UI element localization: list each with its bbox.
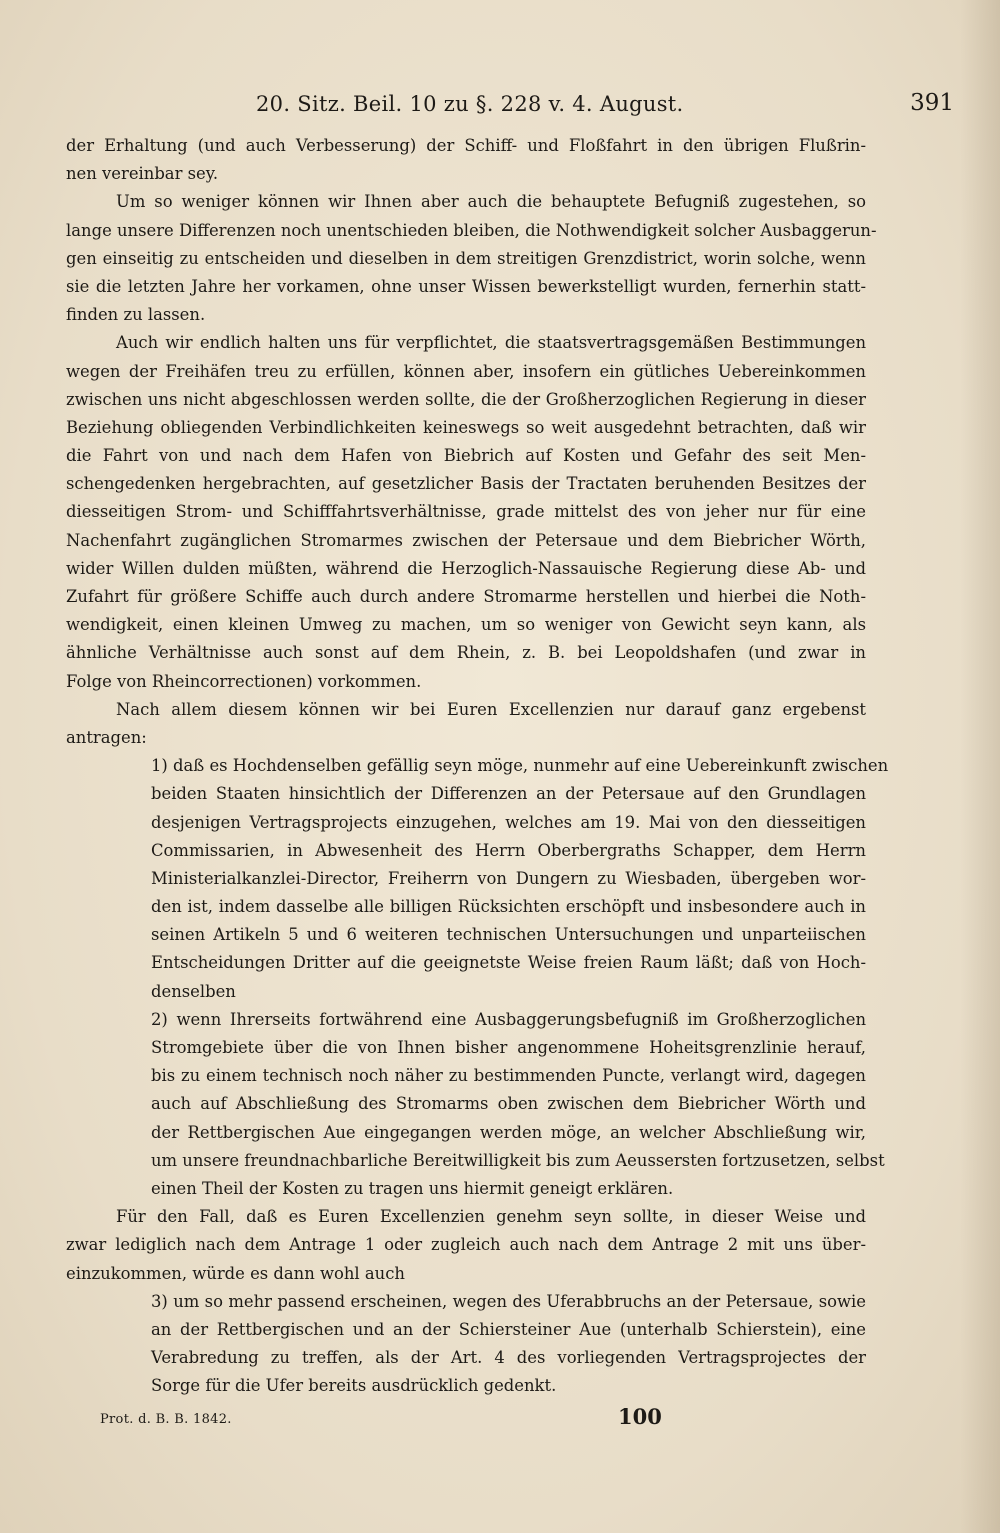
list-item bbox=[66, 1288, 866, 1401]
text-line: Nach allem diesem können wir bei Euren Excellenzien nur darauf ganz ergebenst bbox=[116, 699, 866, 719]
text-line: um unsere freundnachbarliche Bereitwilligkeit bis zum Aeussersten fortzusetzen, selbst bbox=[151, 1150, 885, 1170]
text-line: Um so weniger können wir Ihnen aber auch die behauptete Befugniß zugestehen, so bbox=[116, 192, 866, 212]
text-line: diesseitigen Strom- und Schifffahrtsverhältnisse, grade mittelst des von jeher nur für eine bbox=[66, 502, 866, 522]
text-line: schengedenken hergebrachten, auf gesetzlicher Basis der Tractaten beruhenden Besitzes der bbox=[66, 474, 866, 494]
text-line: einen Theil der Kosten zu tragen uns hiermit geneigt erklären. bbox=[151, 1178, 674, 1198]
text-line: 1) daß es Hochdenselben gefällig seyn möge, nunmehr auf eine Uebereinkunft zwischen bbox=[151, 756, 889, 776]
page-edge-shadow bbox=[960, 0, 1000, 1533]
text-line: Auch wir endlich halten uns für verpflichtet, die staatsvertragsgemäßen Bestimmungen bbox=[116, 333, 866, 353]
text-line: die Fahrt von und nach dem Hafen von Biebrich auf Kosten und Gefahr des seit Men- bbox=[66, 446, 866, 466]
list-item bbox=[66, 1006, 885, 1203]
text-line: der Erhaltung (und auch Verbesserung) der Schiff- und Floßfahrt in den übrigen Flußrin- bbox=[66, 136, 866, 155]
text-line: Folge von Rheincorrectionen) vorkommen. bbox=[66, 671, 422, 691]
text-line: an der Rettbergischen und an der Schiersteiner Aue (unterhalb Schierstein), eine bbox=[151, 1319, 866, 1339]
text-line: 3) um so mehr passend erscheinen, wegen des Uferabbruchs an der Petersaue, sowie bbox=[151, 1291, 866, 1311]
text-line: Entscheidungen Dritter auf die geeignetste Weise freien Raum läßt; daß von Hoch- bbox=[151, 953, 866, 973]
text-line: wegen der Freihäfen treu zu erfüllen, können aber, insofern ein gütliches Uebereinkommen bbox=[66, 361, 866, 381]
page-number: 391 bbox=[910, 90, 954, 116]
text-line: finden zu lassen. bbox=[66, 305, 206, 325]
text-line: bis zu einem technisch noch näher zu bestimmenden Puncte, verlangt wird, dagegen bbox=[151, 1066, 866, 1086]
page-footer bbox=[100, 1404, 864, 1434]
body-text bbox=[66, 132, 889, 1400]
text-line: Nachenfahrt zugänglichen Stromarmes zwischen der Petersaue und dem Biebricher Wörth, bbox=[66, 530, 866, 550]
running-head: 20. Sitz. Beil. 10 zu §. 228 v. 4. August. bbox=[256, 92, 684, 116]
text-line: Verabredung zu treffen, als der Art. 4 des vorliegenden Vertragsprojectes der bbox=[151, 1348, 866, 1368]
text-line: Sorge für die Ufer bereits ausdrücklich gedenkt. bbox=[151, 1376, 557, 1396]
text-line: einzukommen, würde es dann wohl auch bbox=[66, 1263, 405, 1283]
paragraph bbox=[66, 329, 866, 695]
text-line: lange unsere Differenzen noch unentschieden bleiben, die Nothwendigkeit solcher Ausbaggerun- bbox=[66, 220, 877, 240]
text-line: 2) wenn Ihrerseits fortwährend eine Ausbaggerungsbefugniß im Großherzoglichen bbox=[151, 1009, 866, 1029]
text-line: Zufahrt für größere Schiffe auch durch andere Stromarme herstellen und hierbei die Noth- bbox=[66, 587, 866, 606]
text-line: auch auf Abschließung des Stromarms oben zwischen dem Biebricher Wörth und bbox=[151, 1094, 866, 1114]
text-line: zwar lediglich nach dem Antrage 1 oder zugleich auch nach dem Antrage 2 mit uns über- bbox=[66, 1235, 866, 1255]
list-item bbox=[66, 752, 889, 1006]
text-line: den ist, indem dasselbe alle billigen Rücksichten erschöpft und insbesondere auch in bbox=[151, 897, 866, 917]
text-line: Stromgebiete über die von Ihnen bisher angenommene Hoheitsgrenzlinie herauf, bbox=[151, 1038, 866, 1057]
text-line: wider Willen dulden müßten, während die Herzoglich-Nassauische Regierung diese Ab- und bbox=[66, 558, 866, 578]
text-line: Beziehung obliegenden Verbindlichkeiten keineswegs so weit ausgedehnt betrachten, daß wir bbox=[66, 417, 866, 437]
paragraph bbox=[66, 696, 866, 752]
text-line: Commissarien, in Abwesenheit des Herrn Oberbergraths Schapper, dem Herrn bbox=[151, 840, 866, 860]
page-header bbox=[66, 90, 954, 122]
text-line: wendigkeit, einen kleinen Umweg zu machen, um so weniger von Gewicht seyn kann, als bbox=[66, 615, 866, 635]
text-line: sie die letzten Jahre her vorkamen, ohne unser Wissen bewerkstelligt wurden, fernerhin statt- bbox=[66, 276, 866, 296]
text-line: antragen: bbox=[66, 727, 147, 747]
text-line: desjenigen Vertragsprojects einzugehen, welches am 19. Mai von den diesseitigen bbox=[151, 812, 866, 832]
footer-reference: Prot. d. B. B. 1842. bbox=[100, 1412, 232, 1427]
text-line: Ministerialkanzlei-Director, Freiherrn von Dungern zu Wiesbaden, übergeben wor- bbox=[151, 868, 866, 888]
text-line: gen einseitig zu entscheiden und dieselben in dem streitigen Grenzdistrict, worin solche, wenn bbox=[66, 248, 866, 268]
text-line: denselben bbox=[151, 981, 236, 1001]
sheet-signature: 100 bbox=[618, 1404, 662, 1429]
text-line: der Rettbergischen Aue eingegangen werden möge, an welcher Abschließung wir, bbox=[151, 1122, 866, 1142]
text-line: nen vereinbar sey. bbox=[66, 164, 219, 184]
text-line: Für den Fall, daß es Euren Excellenzien genehm seyn sollte, in dieser Weise und bbox=[116, 1207, 866, 1227]
paragraph bbox=[66, 132, 866, 188]
text-line: seinen Artikeln 5 und 6 weiteren technischen Untersuchungen und unparteiischen bbox=[151, 925, 866, 945]
paragraph bbox=[66, 1203, 866, 1288]
text-line: beiden Staaten hinsichtlich der Differenzen an der Petersaue auf den Grundlagen bbox=[151, 784, 866, 804]
text-line: zwischen uns nicht abgeschlossen werden sollte, die der Großherzoglichen Regierung in dieser bbox=[66, 389, 866, 409]
text-line: ähnliche Verhältnisse auch sonst auf dem Rhein, z. B. bei Leopoldshafen (und zwar in bbox=[66, 643, 866, 663]
paragraph bbox=[66, 188, 877, 329]
